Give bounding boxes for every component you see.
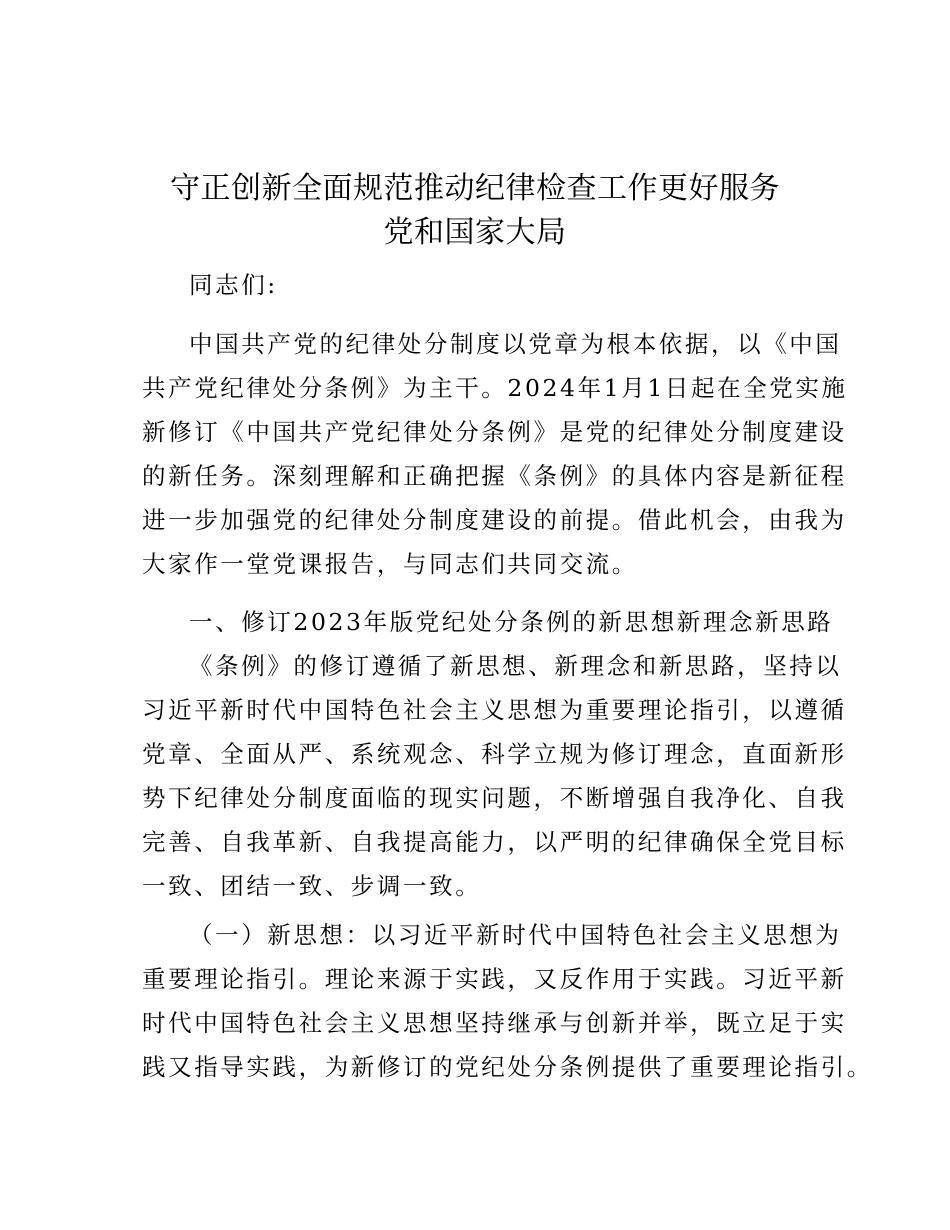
document-title-line-1: 守正创新全面规范推动纪律检查工作更好服务 [170, 171, 780, 206]
paragraph-2-line-2: 习近平新时代中国特色社会主义思想为重要理论指引，以遵循 [142, 696, 847, 724]
paragraph-1-line-3: 新修订《中国共产党纪律处分条例》是党的纪律处分制度建设 [142, 418, 847, 446]
paragraph-1-line-2: 共产党纪律处分条例》为主干。2024年1月1日起在全党实施 [142, 374, 848, 402]
salutation: 同志们: [189, 271, 278, 299]
paragraph-1-line-1: 中国共产党的纪律处分制度以党章为根本依据，以《中国 [189, 330, 842, 358]
paragraph-2-line-5: 完善、自我革新、自我提高能力，以严明的纪律确保全党目标 [142, 828, 847, 856]
paragraph-1-line-5: 进一步加强党的纪律处分制度建设的前提。借此机会，由我为 [142, 506, 847, 534]
section-heading-1: 一、修订2023年版党纪处分条例的新思想新理念新思路 [189, 608, 834, 636]
paragraph-2-line-6: 一致、团结一致、步调一致。 [142, 872, 482, 900]
paragraph-2-line-3: 党章、全面从严、系统观念、科学立规为修订理念，直面新形 [142, 740, 847, 768]
paragraph-1-line-6: 大家作一堂党课报告，与同志们共同交流。 [142, 550, 638, 578]
paragraph-3-line-4: 践又指导实践，为新修订的党纪处分条例提供了重要理论指引。 [142, 1053, 873, 1081]
paragraph-3-line-1: （一）新思想：以习近平新时代中国特色社会主义思想为 [189, 921, 842, 949]
paragraph-3-line-3: 时代中国特色社会主义思想坚持继承与创新并举，既立足于实 [142, 1009, 847, 1037]
paragraph-2-line-1: 《条例》的修订遵循了新思想、新理念和新思路，坚持以 [189, 652, 842, 680]
paragraph-3-line-2: 重要理论指引。理论来源于实践，又反作用于实践。习近平新 [142, 965, 847, 993]
document-title-line-2: 党和国家大局 [383, 215, 567, 250]
paragraph-2-line-4: 势下纪律处分制度面临的现实问题，不断增强自我净化、自我 [142, 784, 847, 812]
paragraph-1-line-4: 的新任务。深刻理解和正确把握《条例》的具体内容是新征程 [142, 462, 847, 490]
